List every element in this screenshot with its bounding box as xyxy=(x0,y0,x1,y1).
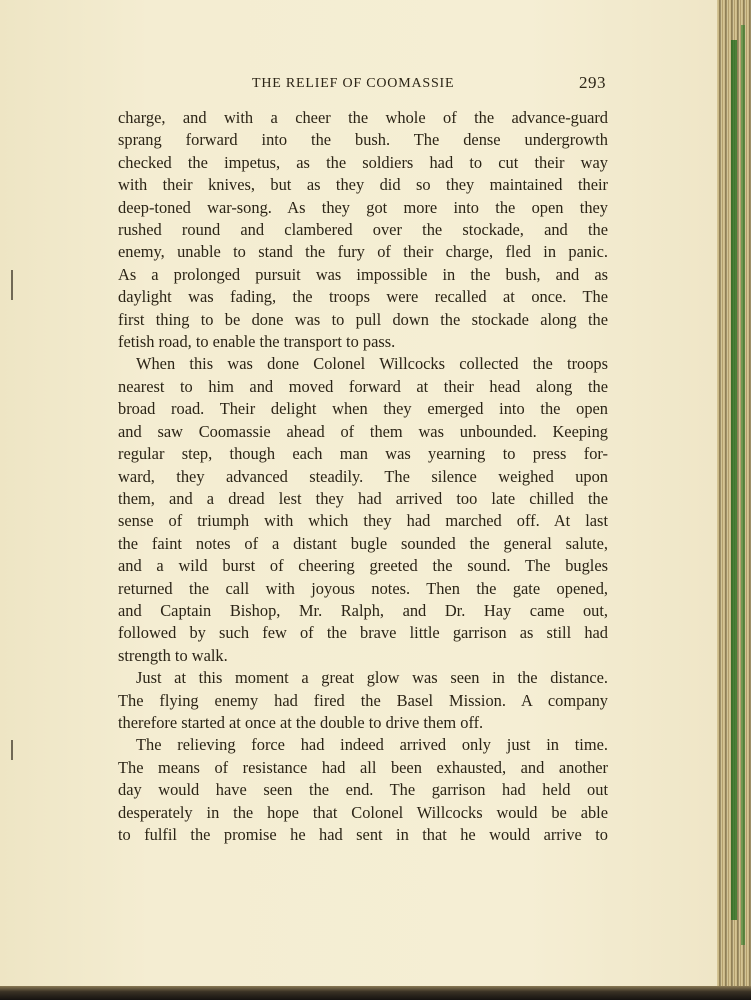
paragraph-3 xyxy=(118,667,608,734)
margin-mark xyxy=(11,270,13,300)
text-line: to fulfil the promise he had sent in that he would arrive to xyxy=(118,825,608,844)
text-line: sense of triumph with which they had marched off. At last xyxy=(118,511,608,531)
bottom-edge xyxy=(0,986,751,1000)
running-title: THE RELIEF OF COOMASSIE xyxy=(252,76,455,91)
text-line: with their knives, but as they did so they maintained their xyxy=(118,175,608,195)
text-line: day would have seen the end. The garrison had held out xyxy=(118,780,608,800)
text-line: When this was done Colonel Willcocks collected the troops xyxy=(136,354,608,374)
text-line: desperately in the hope that Colonel Willcocks would be able xyxy=(118,802,608,822)
text-line: sprang forward into the bush. The dense undergrowth xyxy=(118,130,608,150)
page-number: 293 xyxy=(579,73,606,92)
paragraph-2 xyxy=(118,353,608,667)
text-line: enemy, unable to stand the fury of their charge, fled in panic. xyxy=(118,242,608,262)
text-block xyxy=(118,107,608,846)
text-line: deep-toned war-song. As they got more into the open they xyxy=(118,197,608,217)
text-line: strength to walk. xyxy=(118,645,228,665)
text-line: The means of resistance had all been exhausted, and another xyxy=(118,757,608,777)
text-line: As a prolonged pursuit was impossible in the bush, and as xyxy=(118,264,608,284)
text-line: regular step, though each man was yearning to press for- xyxy=(118,444,608,464)
text-line: fetish road, to enable the transport to pass. xyxy=(118,332,396,352)
text-line: charge, and with a cheer the whole of the advance-guard xyxy=(118,108,608,127)
text-line: therefore started at once at the double to drive them off. xyxy=(118,712,484,732)
text-line: daylight was fading, the troops were recalled at once. The xyxy=(118,287,608,307)
text-line: returned the call with joyous notes. Then the gate opened, xyxy=(118,578,608,598)
text-line: broad road. Their delight when they emerged into the open xyxy=(118,399,608,419)
margin-mark xyxy=(11,740,13,760)
running-head xyxy=(118,73,606,95)
text-line: first thing to be done was to pull down the stockade along the xyxy=(118,309,608,329)
paragraph-1 xyxy=(118,107,608,353)
text-line: Just at this moment a great glow was seen in the distance. xyxy=(136,668,608,688)
text-line: checked the impetus, as the soldiers had to cut their way xyxy=(118,152,608,172)
text-line: and Captain Bishop, Mr. Ralph, and Dr. Hay came out, xyxy=(118,600,608,620)
text-line: The flying enemy had fired the Basel Mission. A company xyxy=(118,690,608,710)
text-line: and saw Coomassie ahead of them was unbounded. Keeping xyxy=(118,421,608,441)
text-line: nearest to him and moved forward at their head along the xyxy=(118,376,608,396)
text-line: ward, they advanced steadily. The silence weighed upon xyxy=(118,466,608,486)
page-edge xyxy=(717,0,751,1000)
text-line: the faint notes of a distant bugle sounded the general salute, xyxy=(118,533,608,553)
text-line: followed by such few of the brave little garrison as still had xyxy=(118,623,608,643)
text-line: them, and a dread lest they had arrived too late chilled the xyxy=(118,488,608,508)
paragraph-4 xyxy=(118,734,608,846)
text-line: The relieving force had indeed arrived only just in time. xyxy=(136,735,608,755)
text-line: and a wild burst of cheering greeted the sound. The bugles xyxy=(118,556,608,576)
text-line: rushed round and clambered over the stockade, and the xyxy=(118,220,608,240)
